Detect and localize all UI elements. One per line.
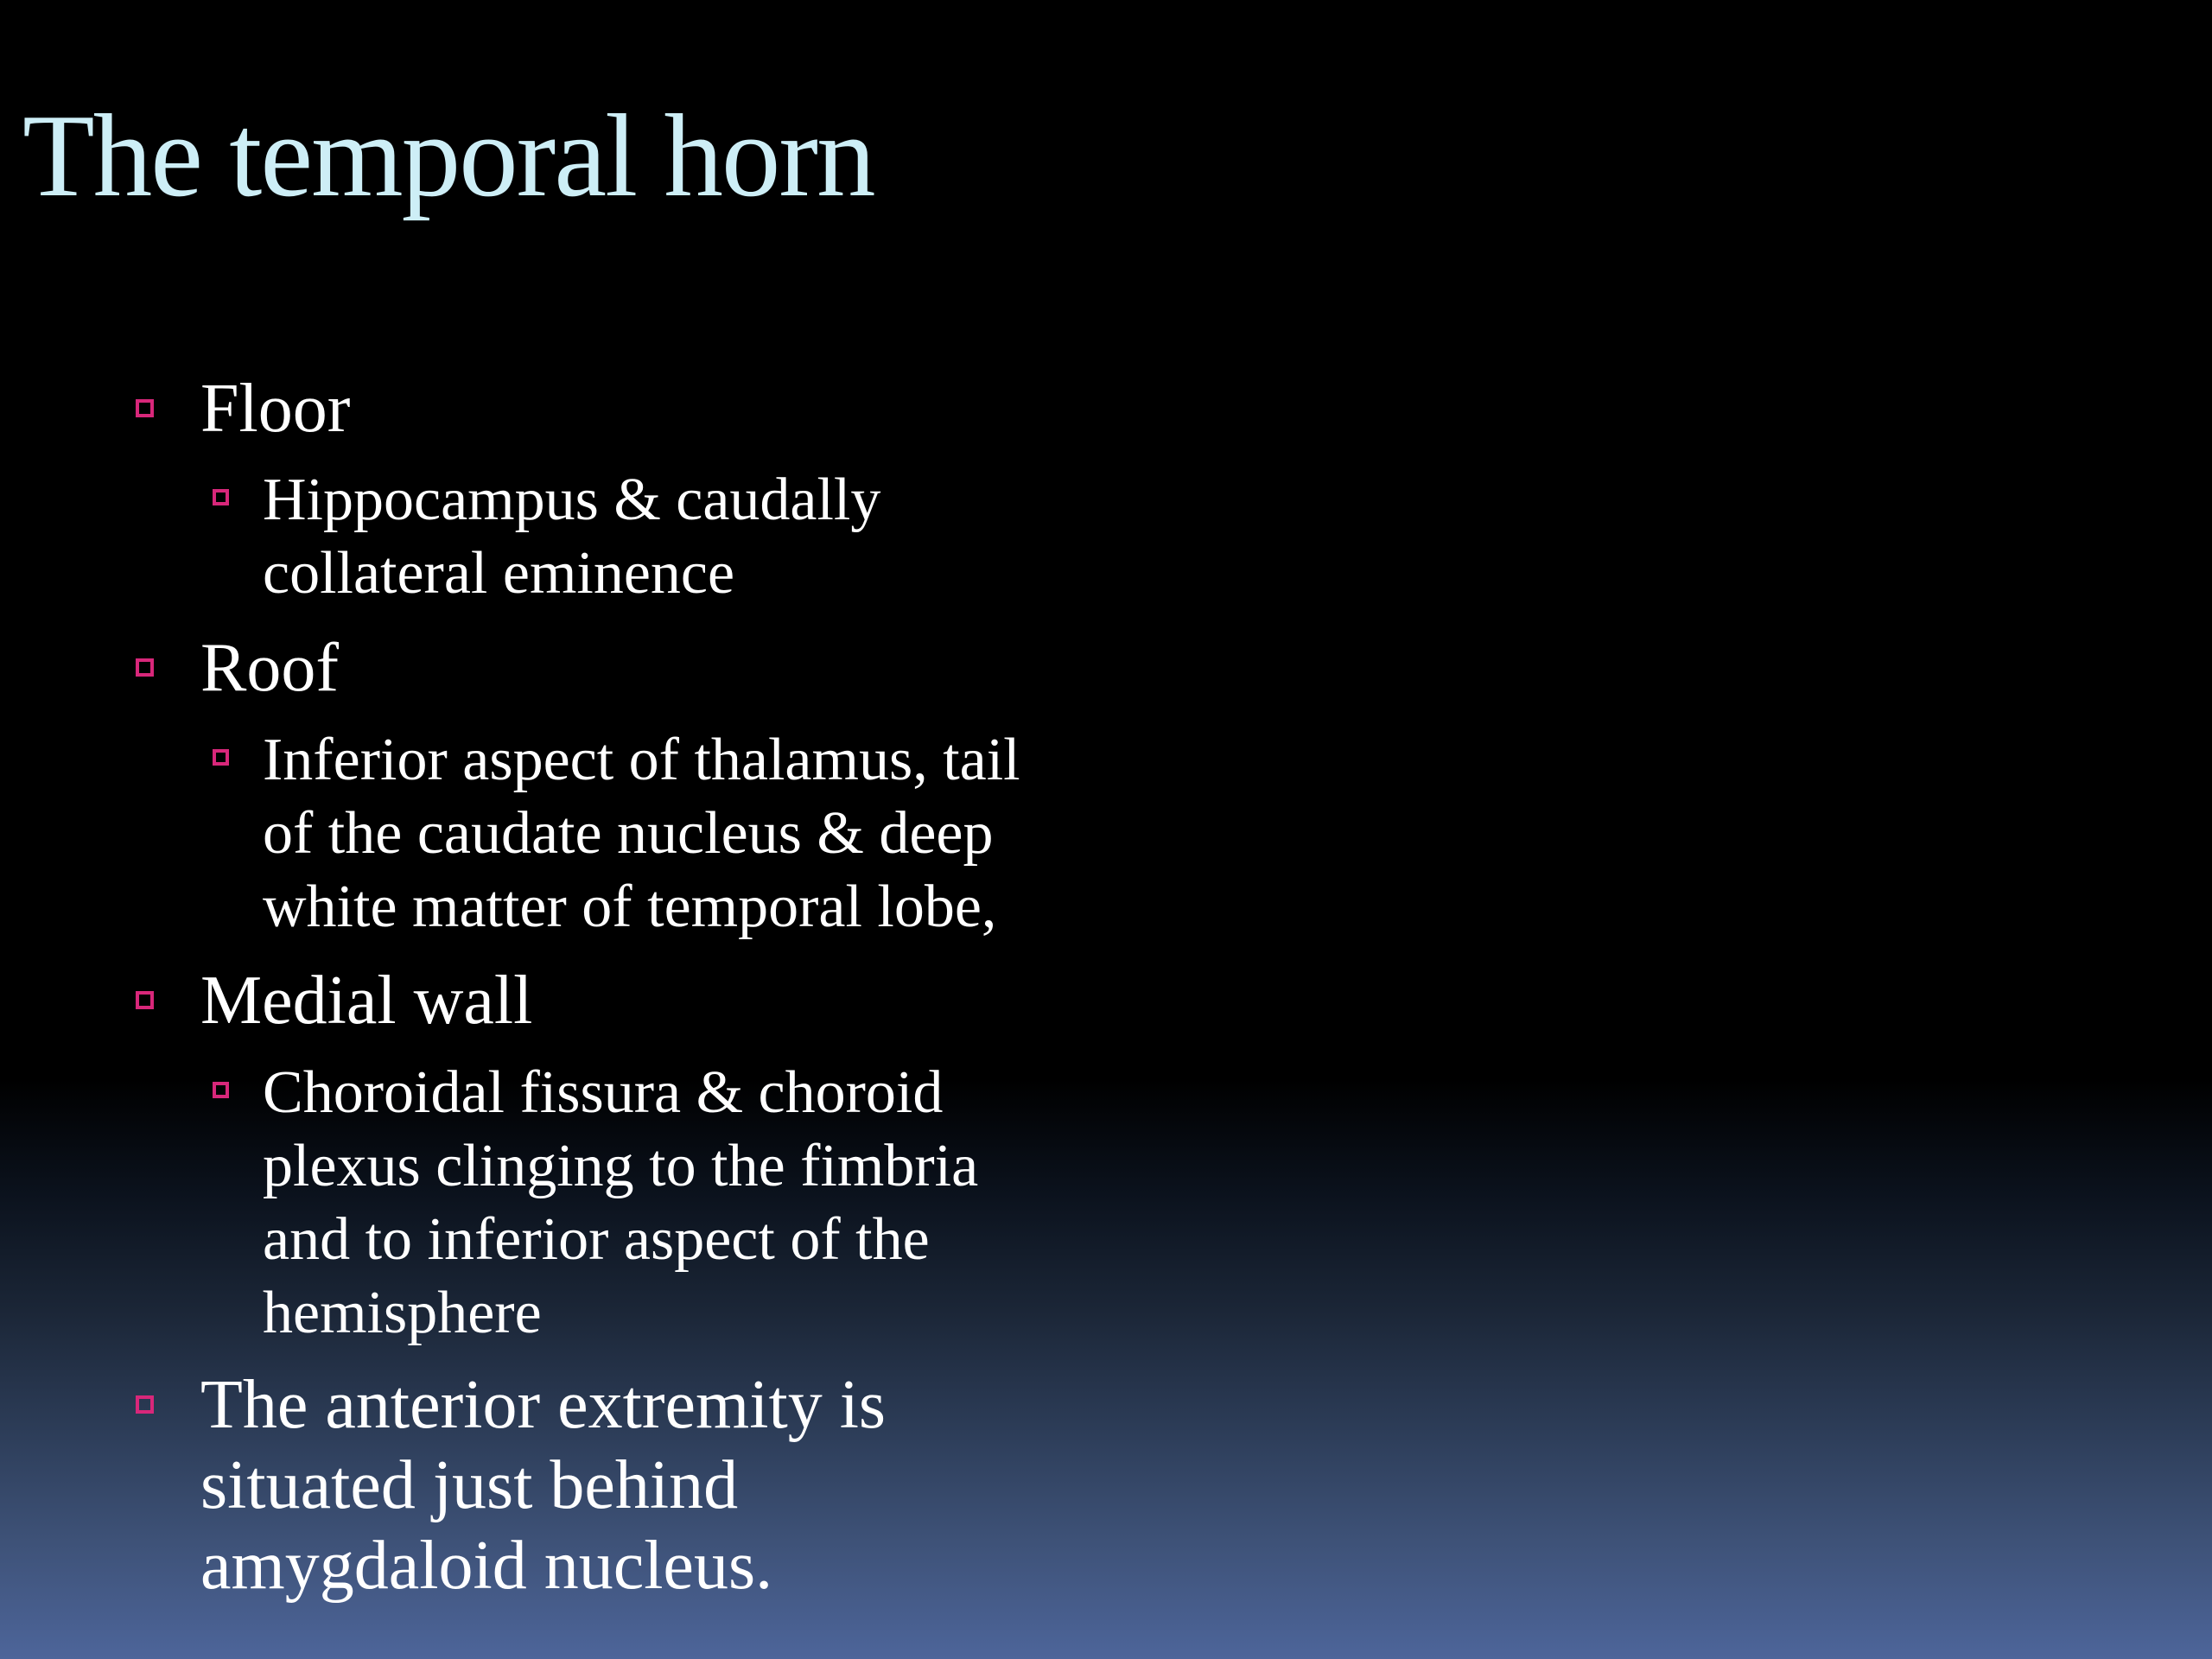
sub-bullet-text-line: collateral eminence [263, 540, 735, 607]
sub-bullet-text-line: hemisphere [263, 1280, 542, 1346]
bullet-text-line: situated just behind [200, 1447, 739, 1523]
hollow-square-bullet-icon [213, 489, 229, 505]
bullet-label: Medial wall [200, 963, 533, 1039]
sub-bullet-text-line: plexus clinging to the fimbria [263, 1133, 979, 1199]
hollow-square-bullet-icon [213, 1082, 229, 1098]
hollow-square-bullet-icon [136, 991, 154, 1009]
sub-bullet-medial-wall-detail [263, 1056, 978, 1350]
sub-bullet-text-line: Hippocampus & caudally [263, 467, 881, 533]
sub-bullet-floor-detail [263, 463, 880, 610]
sub-bullet-text-line: white matter of temporal lobe, [263, 874, 997, 940]
bullet-medial-wall [200, 961, 532, 1041]
bullet-text-line: amygdaloid nucleus. [200, 1528, 773, 1604]
bullet-text-line: The anterior extremity is [200, 1367, 887, 1443]
sub-bullet-roof-detail [263, 723, 1020, 944]
hollow-square-bullet-icon [136, 658, 154, 677]
sub-bullet-text-line: Choroidal fissura & choroid [263, 1059, 944, 1126]
sub-bullet-text-line: Inferior aspect of thalamus, tail [263, 727, 1020, 793]
bullet-anterior-extremity [200, 1365, 886, 1606]
hollow-square-bullet-icon [136, 1395, 154, 1414]
slide-title: The temporal horn [22, 90, 874, 221]
hollow-square-bullet-icon [136, 399, 154, 417]
bullet-label: Roof [200, 630, 339, 706]
sub-bullet-text-line: of the caudate nucleus & deep [263, 800, 994, 867]
bullet-floor [200, 369, 350, 449]
bullet-roof [200, 628, 339, 709]
bullet-label: Floor [200, 371, 351, 447]
hollow-square-bullet-icon [213, 749, 229, 766]
sub-bullet-text-line: and to inferior aspect of the [263, 1206, 930, 1273]
